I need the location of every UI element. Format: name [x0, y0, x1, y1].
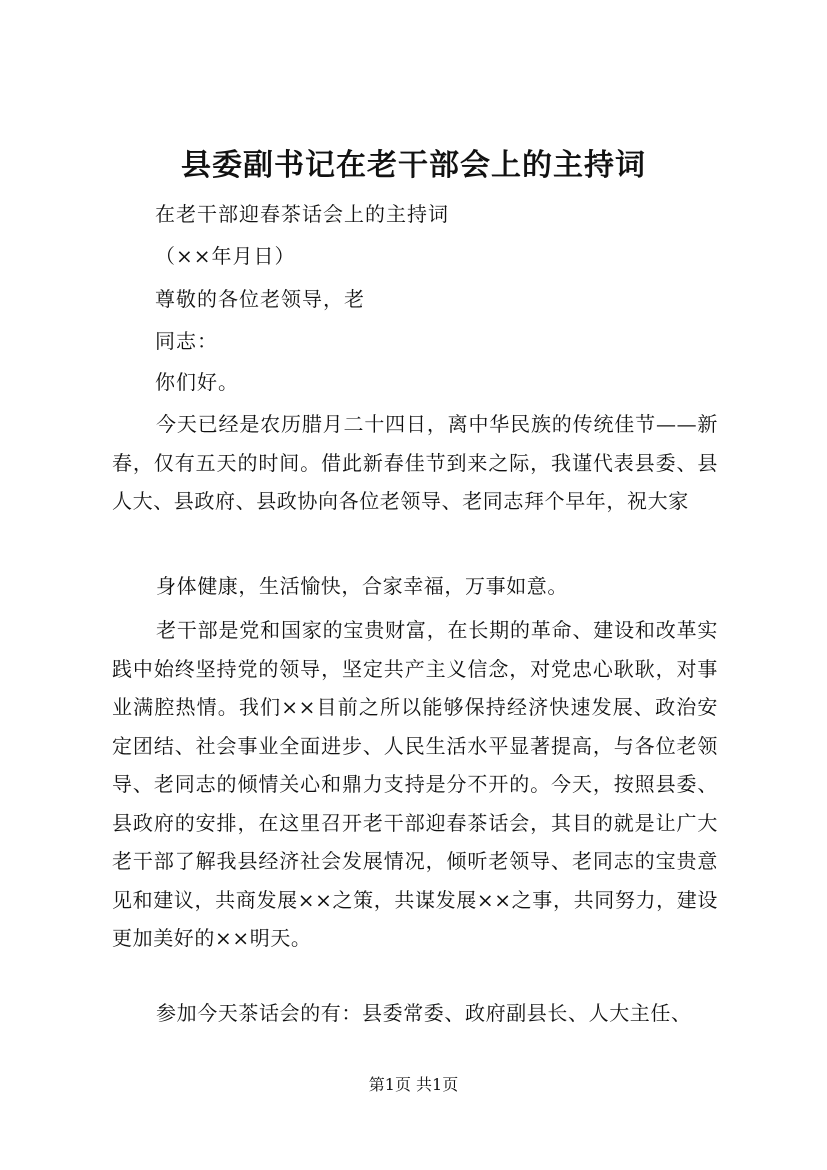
- paragraph-attendees: 参加今天茶话会的有：县委常委、政府副县长、人大主任、: [156, 1001, 692, 1025]
- page-footer: 第1页 共1页: [368, 1075, 459, 1094]
- paragraph-wishes: 身体健康，生活愉快，合家幸福，万事如意。: [156, 574, 568, 598]
- salutation-line-2: 同志：: [155, 329, 218, 353]
- document-title: 县委副书记在老干部会上的主持词: [181, 148, 646, 183]
- paragraph-veteran-cadres: 老干部是党和国家的宝贵财富，在长期的革命、建设和改革实践中始终坚持党的领导，坚定共产主义信念，对党忠心耿耿，对事业满腔热情。我们××目前之所以能够保持经济快速发展、政治安定团结、社会事业全面进步、人民生活水平显著提高，与各位老领导、老同志的倾情关心和鼎力支持是分不开的。今天，按照县委、县政府的安排，在这里召开老干部迎春茶话会，其目的就是让广大老干部了解我县经济社会发展情况，倾听老领导、老同志的宝贵意见和建议，共商发展××之策，共谋发展××之事，共同努力，建设更加美好的××明天。: [112, 618, 718, 950]
- document-date: （××年月日）: [155, 244, 296, 268]
- paragraph-new-year: 今天已经是农历腊月二十四日，离中华民族的传统佳节——新春，仅有五天的时间。借此新春佳节到来之际，我谨代表县委、县人大、县政府、县政协向各位老领导、老同志拜个早年，祝大家: [112, 412, 718, 513]
- greeting-line: 你们好。: [155, 370, 239, 394]
- document-subtitle: 在老干部迎春茶话会上的主持词: [155, 202, 449, 226]
- salutation-line-1: 尊敬的各位老领导，老: [155, 287, 365, 311]
